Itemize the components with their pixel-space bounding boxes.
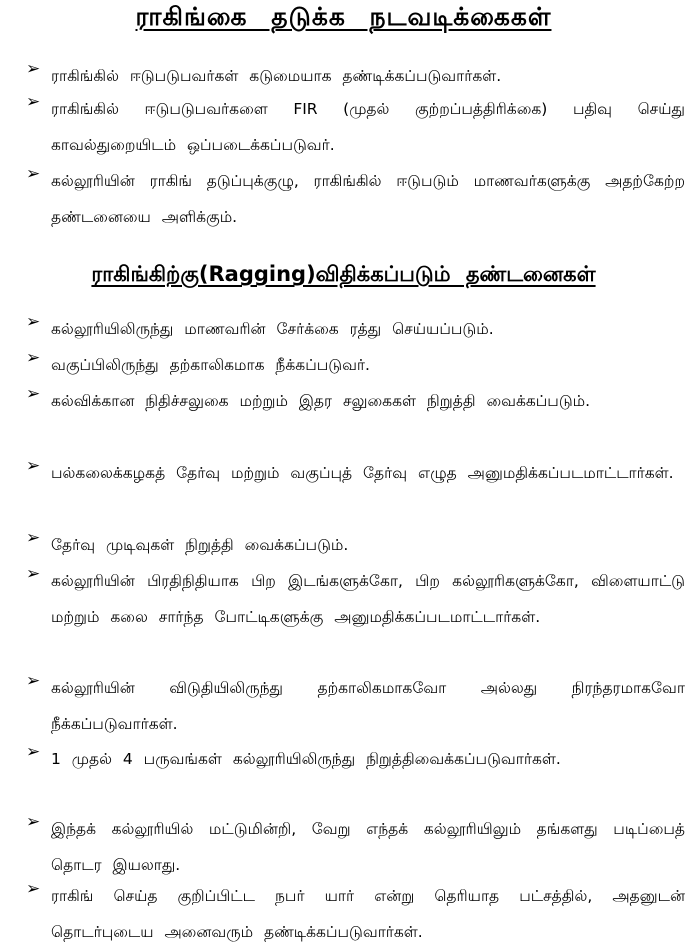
list-item bbox=[26, 670, 685, 742]
list-item bbox=[26, 563, 685, 635]
arrow-bullet-icon: ➢ bbox=[26, 456, 41, 476]
list-item bbox=[26, 58, 685, 94]
list-item-text: கல்விக்கான நிதிச்சலுகை மற்றும் இதர சலுகைகள் நிறுத்தி வைக்கப்படும். bbox=[51, 392, 591, 410]
arrow-bullet-icon: ➢ bbox=[26, 564, 41, 584]
arrow-bullet-icon: ➢ bbox=[26, 59, 41, 79]
list-item-text: ராகிங்கில் ஈடுபடுபவர்கள் கடுமையாக தண்டிக்கப்படுவார்கள். bbox=[51, 67, 502, 85]
arrow-bullet-icon: ➢ bbox=[26, 742, 41, 762]
arrow-bullet-icon: ➢ bbox=[26, 671, 41, 691]
arrow-bullet-icon: ➢ bbox=[26, 312, 41, 332]
list-item-text: கல்லூரியின் பிரதிநிதியாக பிற இடங்களுக்கோ, பிற கல்லூரிகளுக்கோ, விளையாட்டு மற்றும் கலை சார்ந்த போட்டிகளுக்கு அனுமதிக்கப்படமாட்டார்கள். bbox=[51, 572, 685, 626]
list-item-text: 1 முதல் 4 பருவங்கள் கல்லூரியிலிருந்து நிறுத்திவைக்கப்படுவார்கள். bbox=[51, 750, 561, 768]
arrow-bullet-icon: ➢ bbox=[26, 348, 41, 368]
list-item bbox=[26, 383, 685, 419]
list-item-text: இந்தக் கல்லூரியில் மட்டுமின்றி, வேறு எந்தக் கல்லூரியிலும் தங்களது படிப்பைத் தொடர இயலாது. bbox=[51, 820, 685, 874]
ragging-punishments-heading: ராகிங்கிற்கு(Ragging)விதிக்கப்படும் தண்டனைகள் bbox=[91, 262, 596, 286]
arrow-bullet-icon: ➢ bbox=[26, 384, 41, 404]
list-item bbox=[26, 455, 685, 491]
list-item bbox=[26, 527, 685, 563]
list-item-text: வகுப்பிலிருந்து தற்காலிகமாக நீக்கப்படுவர். bbox=[51, 356, 370, 374]
list-item-text: ராகிங் செய்த குறிப்பிட்ட நபர் யார் என்று தெரியாத பட்சத்தில், அதனுடன் தொடர்புடைய அனைவரும் தண்டிக்கப்படுவார்கள். bbox=[51, 887, 685, 941]
anti-ragging-measures-heading: ராகிங்கை தடுக்க நடவடிக்கைகள் bbox=[135, 2, 552, 31]
arrow-bullet-icon: ➢ bbox=[26, 164, 41, 184]
list-item bbox=[26, 741, 685, 777]
list-item-text: ராகிங்கில் ஈடுபடுபவர்களை FIR (முதல் குற்றப்பத்திரிக்கை) பதிவு செய்து காவல்துறையிடம் ஒப்படைக்கப்படுவர். bbox=[51, 100, 685, 154]
list-item-text: கல்லூரியிலிருந்து மாணவரின் சேர்க்கை ரத்து செய்யப்படும். bbox=[51, 320, 494, 338]
list-item-text: தேர்வு முடிவுகள் நிறுத்தி வைக்கப்படும். bbox=[51, 536, 349, 554]
list-item bbox=[26, 811, 685, 883]
list-item bbox=[26, 163, 685, 235]
arrow-bullet-icon: ➢ bbox=[26, 92, 41, 112]
list-item bbox=[26, 347, 685, 383]
list-item-text: கல்லூரியின் விடுதியிலிருந்து தற்காலிகமாகவோ அல்லது நிரந்தரமாகவோ நீக்கப்படுவார்கள். bbox=[51, 679, 685, 733]
arrow-bullet-icon: ➢ bbox=[26, 879, 41, 899]
list-item bbox=[26, 311, 685, 347]
list-item bbox=[26, 878, 685, 950]
list-item-text: கல்லூரியின் ராகிங் தடுப்புக்குழு, ராகிங்கில் ஈடுபடும் மாணவர்களுக்கு அதற்கேற்ற தண்டனையை அளிக்கும். bbox=[51, 172, 685, 226]
arrow-bullet-icon: ➢ bbox=[26, 528, 41, 548]
arrow-bullet-icon: ➢ bbox=[26, 812, 41, 832]
list-item-text: பல்கலைக்கழகத் தேர்வு மற்றும் வகுப்புத் தேர்வு எழுத அனுமதிக்கப்படமாட்டார்கள். bbox=[51, 464, 674, 482]
list-item bbox=[26, 91, 685, 163]
